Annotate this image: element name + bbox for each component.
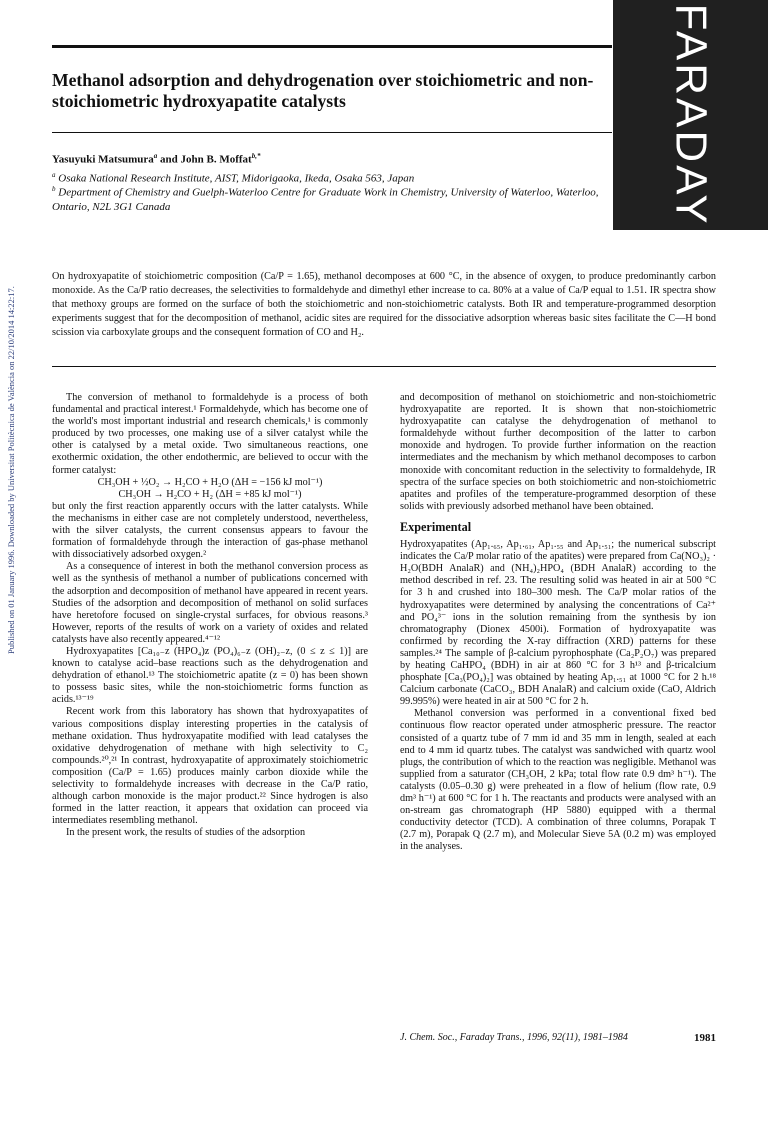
page-number: 1981 (694, 1032, 716, 1044)
paragraph: In the present work, the results of studies of the adsorption (66, 827, 306, 839)
author-1: Yasuyuki Matsumura (52, 153, 154, 166)
journal-citation: J. Chem. Soc., Faraday Trans., 1996, 92(11), 1981–1984 (400, 1032, 628, 1043)
title-rule (52, 132, 612, 133)
equation-2: CH₃OH → H₂CO + H₂ (ΔH = +85 kJ mol⁻¹) (118, 488, 302, 500)
page-footer (400, 1032, 716, 1043)
abstract-rule (52, 366, 716, 367)
author-2: John B. Moffat (180, 153, 252, 166)
paragraph: Hydroxyapatites (Ap₁.₆₅, Ap₁.₆₁, Ap₁.₅₅ and Ap₁.₅₁; the numerical subscript indicates the Ca/P molar ratio of the apatites) were prepared from Ca(NO₃)₂ · H₂O(BDH AnalaR) and (NH₄)₂HPO₄ (BDH AnalaR) according to the method described in ref. 23. The resulting solid was heated in air at 500 °C for 3 h and crushed into 180–300 mesh. The Ca/P molar ratios of the hydroxyapatites were determined by analysing the concentrations of Ca²⁺ and PO₄³⁻ ions in the solution remaining from the synthesis by ion chromatography (Dionex 4500i). Formation of hydroxyapatite was confirmed by recording the X-ray diffraction (XRD) patterns for these samples.²⁴ The sample of β-calcium pyrophosphate (Ca₂P₂O₇) was prepared by heating CaHPO₄ (BDH) in air at 860 °C for 3 h¹³ and β-tricalcium phosphate [Ca₃(PO₄)₂] was obtained by heating Ap₁.₅₁ at 1000 °C for 2 h.¹⁸ Calcium carbonate (CaCO₃, BDH AnalaR) and calcium oxide (CaO, Aldrich 99.995%) were heated in air at 500 °C for 2 h. (400, 539, 716, 708)
equation-1: CH₃OH + ½O₂ → H₂CO + H₂O (ΔH = −156 kJ mol⁻¹) (97, 476, 323, 488)
journal-brand-text: FARADAY (666, 3, 716, 227)
paragraph: and decomposition of methanol on stoichiometric and non-stoichiometric hydroxyapatite are reported. It is shown that non-stoichiometric hydroxyapatite can catalyse the dehydrogenation of methanol to formaldehyde without further decomposition of the latter to carbon monoxide and hydrogen. To provide further information on the reaction intermediates and the mechanism by which methanol decomposes to carbon monoxide with concomitant reduction in the selectivity to formaldehyde, IR spectra of the surface species on both stoichiometric and non-stoichiometric apatites and profiles of the temperature-programmed desorption of these solids with previously adsorbed methanol have been obtained. (400, 392, 716, 512)
author-conjunction: and (157, 153, 181, 166)
paragraph: As a consequence of interest in both the methanol conversion process as well as the synthesis of methanol a number of publications concerned with the adsorption and decomposition of methanol have appeared in recent years. Studies of the adsorption and decomposition of methanol on solid surfaces have heretofore focused on single-crystal surfaces, for obvious reasons.³ However, reports of the results of work on a variety of oxides and related catalysts have also recently appeared.⁴⁻¹² (52, 561, 368, 645)
affiliation-a-marker: a (52, 171, 56, 179)
download-watermark (3, 210, 19, 730)
paragraph: but only the first reaction apparently occurs with the latter catalysts. While the mechanisms in either case are not completely understood, nevertheless, with the silver catalysts, the current consensus appears to favour the formation of formaldehyde through the interaction of gas-phase methanol with dissociatively adsorbed oxygen.² (52, 500, 368, 561)
article-title: Methanol adsorption and dehydrogenation over stoichiometric and non-stoichiometric hydroxyapatite catalysts (52, 70, 594, 111)
section-heading-experimental: Experimental (400, 519, 472, 534)
affiliation-b-text: Department of Chemistry and Guelph-Waterloo Centre for Graduate Work in Chemistry, University of Waterloo, Waterloo, Ontario, N2L 3G1 Canada (52, 186, 599, 213)
paragraph: Recent work from this laboratory has shown that hydroxyapatites of various compositions display interesting properties in the catalysis of methane oxidation. Thus hydroxyapatite modified with lead catalyses the oxidative dehydrogenation of methane with high selectivity to C₂ compounds.²⁰,²¹ In contrast, hydroxyapatite of approximately stoichiometric composition (Ca/P = 1.65) produces mainly carbon dioxide while the selectivity to formaldehyde increases with decrease in the Ca/P ratio, although carbon monoxide is the major product.²² Since hydrogen is also formed in the latter reaction, it appears that oxidation can proceed via intermediates resembling methanol. (52, 706, 368, 827)
journal-brand-block (613, 0, 768, 230)
author-2-marker: b,* (251, 152, 261, 160)
paragraph: The conversion of methanol to formaldehyde is a process of both fundamental and practical interest.¹ Formaldehyde, which has become one of the world's most important industrial and research chemicals,¹ is commonly produced by two processes, one making use of a silver catalyst while the other is catalysed by a metal oxide. Two simultaneous reactions, one exothermic oxidation, the other endothermic, are believed to occur with the former catalyst: (52, 392, 368, 476)
affiliation-b (52, 182, 612, 214)
download-watermark-link[interactable]: Published on 01 January 1996. Downloaded by Universitat Politècnica de València on 22/10/2014 14:22:17. (6, 286, 16, 654)
paragraph: Hydroxyapatites [Ca₁₀₋z (HPO₄)z (PO₄)₆₋z (OH)₂₋z, (0 ≤ z ≤ 1)] are known to catalyse acid–base reactions such as the dehydrogenation and dehydration of ethanol.¹³ The stoichiometric apatite (z = 0) has been shown to possess basic sites, while the non-stoichiometric forms function as acids.¹³⁻¹⁹ (52, 645, 368, 706)
author-line (52, 152, 260, 166)
body-column-right (400, 392, 716, 853)
author-1-marker: a (153, 152, 158, 160)
affiliation-b-marker: b (52, 185, 56, 193)
affiliation-a-text: Osaka National Research Institute, AIST, Midorigaoka, Ikeda, Osaka 563, Japan (55, 172, 415, 185)
top-rule (52, 45, 612, 48)
abstract: On hydroxyapatite of stoichiometric composition (Ca/P = 1.65), methanol decomposes at 600 °C, in the absence of oxygen, to produce predominantly carbon monoxide. As the Ca/P ratio decreases, the selectivities to formaldehyde and dimethyl ether increase to ca. 80% at a value of Ca/P equal to 1.51. IR spectra show that methoxy groups are formed on the surface of both the stoichiometric and non-stoichiometric catalysts. Both IR and temperature-programmed desorption experiments suggest that for the decomposition of methanol, acidic sites are required for the dissociative adsorption whereas basic sites facilitate the C—H bond scission via carboxylate groups and the consequent formation of CO and H₂. (52, 271, 716, 338)
body-column-left (52, 392, 368, 839)
paragraph: Methanol conversion was performed in a conventional fixed bed continuous flow reactor operated under atmospheric pressure. The reactor consisted of a quartz tube of 7 mm id and 35 mm in length, sealed at each end to 4 mm id quartz tubes. The catalyst was sandwiched with quartz wool plugs, the contribution of which to the reaction was negligible. Methanol was supplied from a saturator (CH₃OH, 2 kPa; total flow rate 0.9 dm³ h⁻¹). The catalysts (0.05–0.30 g) were preheated in a flow of helium (flow rate, 0.9 dm³ h⁻¹) at 600 °C for 1 h. The reactants and products were analysed with an on-stream gas chromatograph (HP 5880) equipped with a thermal conductivity detector (TCD). A combination of three columns, Porapak T (2.7 m), Porapak Q (2.7 m), and Molecular Sieve 5A (0.2 m) was employed in the analyses. (400, 708, 716, 853)
